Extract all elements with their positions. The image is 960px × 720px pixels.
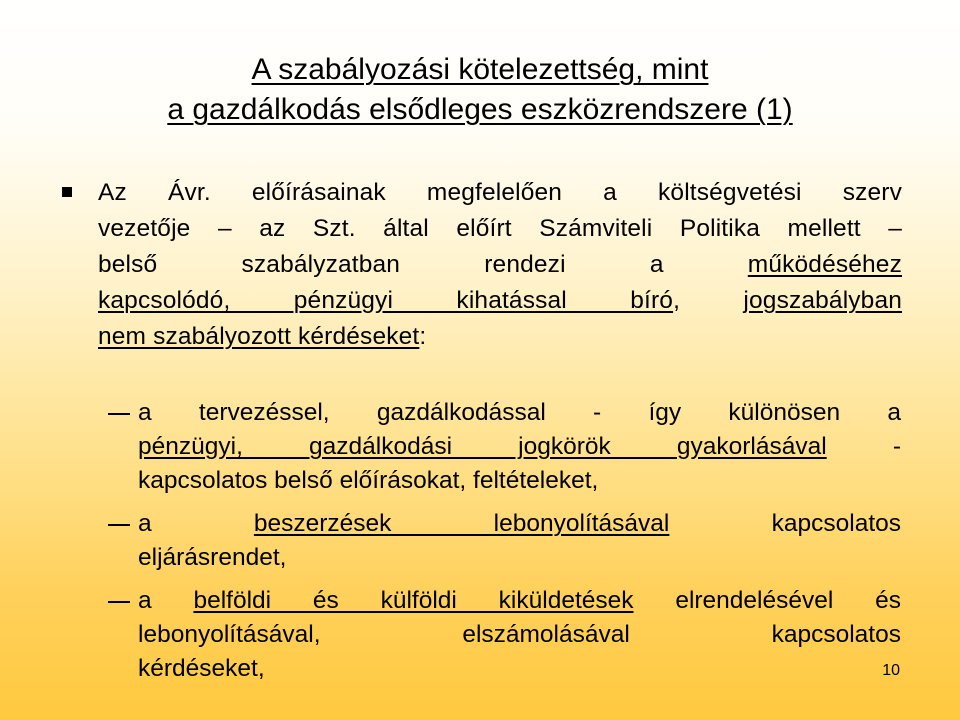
- underlined-nem-szabalyozott: nem szabályozott kérdéseket: [98, 323, 420, 350]
- sub1-line-1: a tervezéssel, gazdálkodással - így különösen a: [138, 399, 901, 426]
- underlined-mukodesehez: működéséhez: [747, 251, 902, 278]
- sub-item-3-text: [138, 584, 901, 686]
- bullet-line-2: vezetője – az Szt. által előírt Számviteli Politika mellett –: [98, 215, 902, 242]
- sub3-line-3: kérdéseket,: [138, 655, 265, 682]
- underlined-jogszabalyban: jogszabályban: [743, 287, 903, 314]
- page-number: 10: [882, 662, 900, 679]
- dash-icon: [108, 524, 130, 526]
- bullet-line-3: [98, 247, 902, 283]
- bullet-line-5: [98, 319, 902, 355]
- sub1-line-3: kapcsolatos belső előírásokat, feltételeket,: [138, 467, 599, 494]
- square-bullet-icon: [62, 187, 72, 197]
- title-line-1: A szabályozási kötelezettség, mint: [251, 53, 709, 86]
- underlined-kapcsolodo: kapcsolódó, pénzügyi kihatással bíró: [98, 287, 674, 314]
- sub1-line-2-dash: -: [826, 433, 901, 460]
- bullet-line-3-text: belső szabályzatban rendezi a: [98, 251, 748, 278]
- bullet-line-4-comma: ,: [673, 287, 744, 314]
- sub2-line-1-c: kapcsolatos: [669, 510, 902, 537]
- sub3-line-1-a: a: [138, 587, 194, 614]
- sub-item-1-text: [138, 396, 901, 498]
- title-line-2: a gazdálkodás elsődleges eszközrendszere (1): [167, 93, 793, 126]
- bullet-line-4: [98, 283, 902, 319]
- sub2-line-1: [138, 507, 901, 541]
- sub2-line-2: eljárásrendet,: [138, 544, 287, 571]
- sub3-line-1: [138, 584, 901, 618]
- sub1-line-2: [138, 430, 901, 464]
- dash-icon: [108, 413, 130, 415]
- sub3-line-2: lebonyolításával, elszámolásával kapcsolatos: [138, 621, 901, 648]
- sub2-line-1-a: a: [138, 510, 254, 537]
- underlined-beszerzesek: beszerzések lebonyolításával: [253, 510, 670, 537]
- slide-title: [0, 50, 960, 130]
- sub-item-2-text: [138, 507, 901, 575]
- main-bullet-text: [98, 175, 902, 355]
- bullet-line-1: Az Ávr. előírásainak megfelelően a költségvetési szerv: [98, 179, 902, 206]
- dash-icon: [108, 601, 130, 603]
- sub3-line-1-c: elrendelésével és: [633, 587, 901, 614]
- bullet-line-5-colon: :: [419, 323, 427, 350]
- underlined-kikuldetesek: belföldi és külföldi kiküldetések: [193, 587, 634, 614]
- underlined-penzugyi: pénzügyi, gazdálkodási jogkörök gyakorlásával: [138, 433, 827, 460]
